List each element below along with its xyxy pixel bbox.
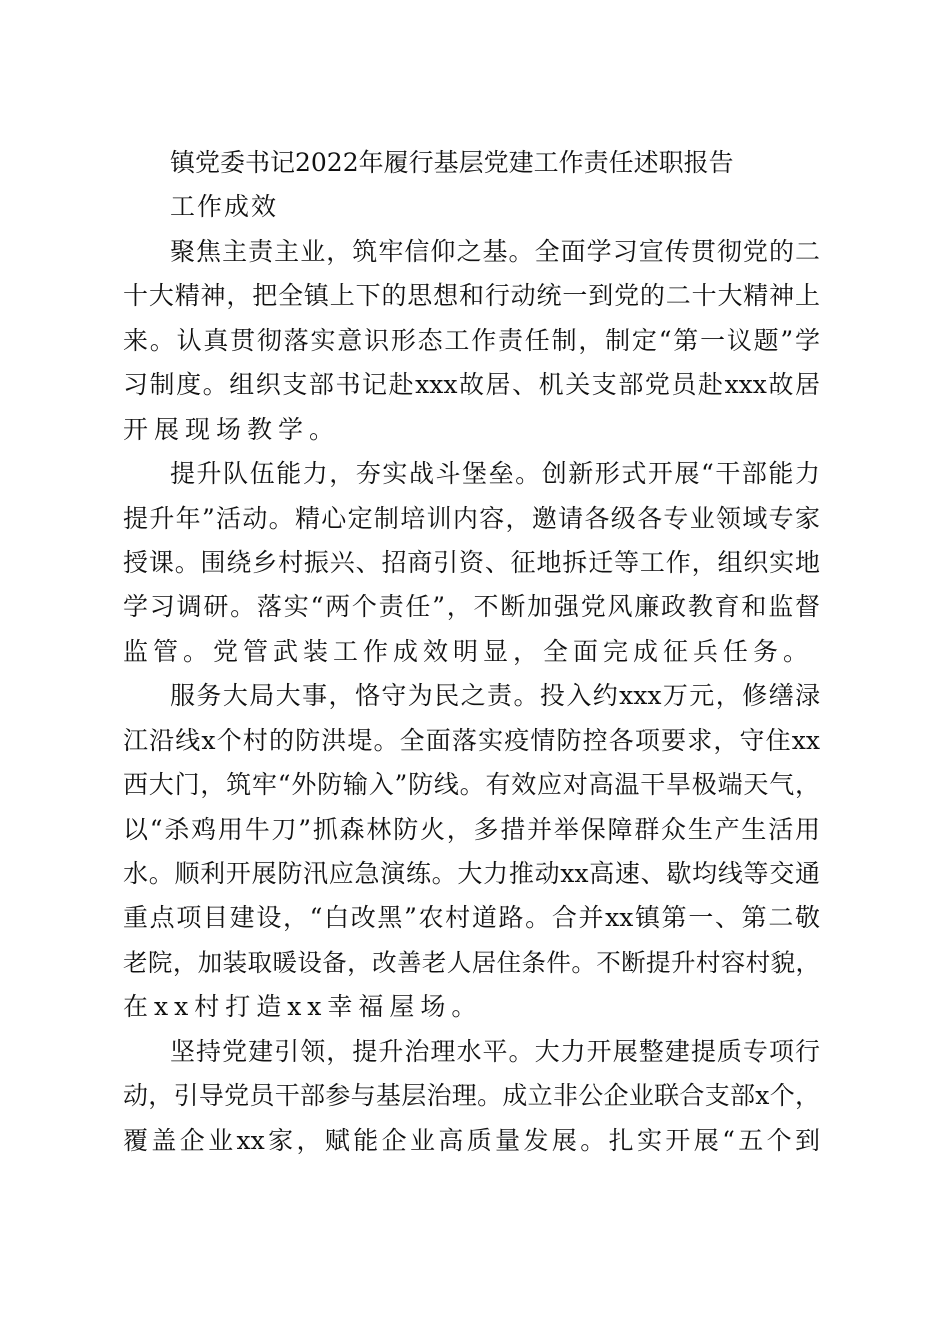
paragraph-line: 江沿线x个村的防洪堤。全面落实疫情防控各项要求，守住xx [123, 725, 820, 755]
paragraph [123, 1030, 820, 1163]
paragraphs [123, 230, 820, 1163]
paragraph-line: 重点项目建设，“白改黑”农村道路。合并xx镇第一、第二敬 [123, 903, 820, 933]
paragraph-line: 习制度。组织支部书记赴xxx故居、机关支部党员赴xxx故居 [123, 370, 820, 400]
document-title: 镇党委书记2022年履行基层党建工作责任述职报告 [170, 148, 734, 177]
section-heading: 工作成效 [170, 192, 279, 222]
paragraph-line: 服务大局大事，恪守为民之责。投入约xxx万元，修缮渌 [170, 681, 820, 711]
paragraph-line: 开展现场教学。 [123, 414, 341, 444]
paragraph-line: 西大门，筑牢“外防输入”防线。有效应对高温干旱极端天气， [123, 770, 820, 800]
paragraph-line: 动，引导党员干部参与基层治理。成立非公企业联合支部x个， [123, 1081, 820, 1111]
paragraph-line: 水。顺利开展防汛应急演练。大力推动xx高速、歇均线等交通 [123, 859, 820, 888]
paragraph [123, 230, 820, 452]
paragraph-line: 来。认真贯彻落实意识形态工作责任制，制定“第一议题”学 [123, 325, 820, 355]
document-body [123, 141, 820, 1163]
paragraph-line: 学习调研。落实“两个责任”，不断加强党风廉政教育和监督 [123, 592, 820, 622]
paragraph-line: 在xx村打造xx幸福屋场。 [123, 992, 483, 1022]
paragraph-line: 提升年”活动。精心定制培训内容，邀请各级各专业领域专家 [123, 503, 820, 533]
paragraph-line: 授课。围绕乡村振兴、招商引资、征地拆迁等工作，组织实地 [123, 547, 820, 577]
paragraph [123, 674, 820, 1030]
paragraph-line: 覆盖企业xx家，赋能企业高质量发展。扎实开展“五个到 [123, 1125, 820, 1155]
paragraph-line: 以“杀鸡用牛刀”抓森林防火，多措并举保障群众生产生活用 [123, 814, 820, 844]
paragraph-line: 聚焦主责主业，筑牢信仰之基。全面学习宣传贯彻党的二 [170, 236, 820, 266]
paragraph-line: 提升队伍能力，夯实战斗堡垒。创新形式开展“干部能力 [170, 459, 820, 489]
paragraph-line: 老院，加装取暖设备，改善老人居住条件。不断提升村容村貌， [123, 947, 820, 977]
paragraph-line: 十大精神，把全镇上下的思想和行动统一到党的二十大精神上 [123, 281, 820, 311]
paragraph-line: 坚持党建引领，提升治理水平。大力开展整建提质专项行 [170, 1036, 820, 1066]
paragraph-line: 监管。党管武装工作成效明显，全面完成征兵任务。 [123, 636, 814, 666]
paragraph [123, 452, 820, 674]
